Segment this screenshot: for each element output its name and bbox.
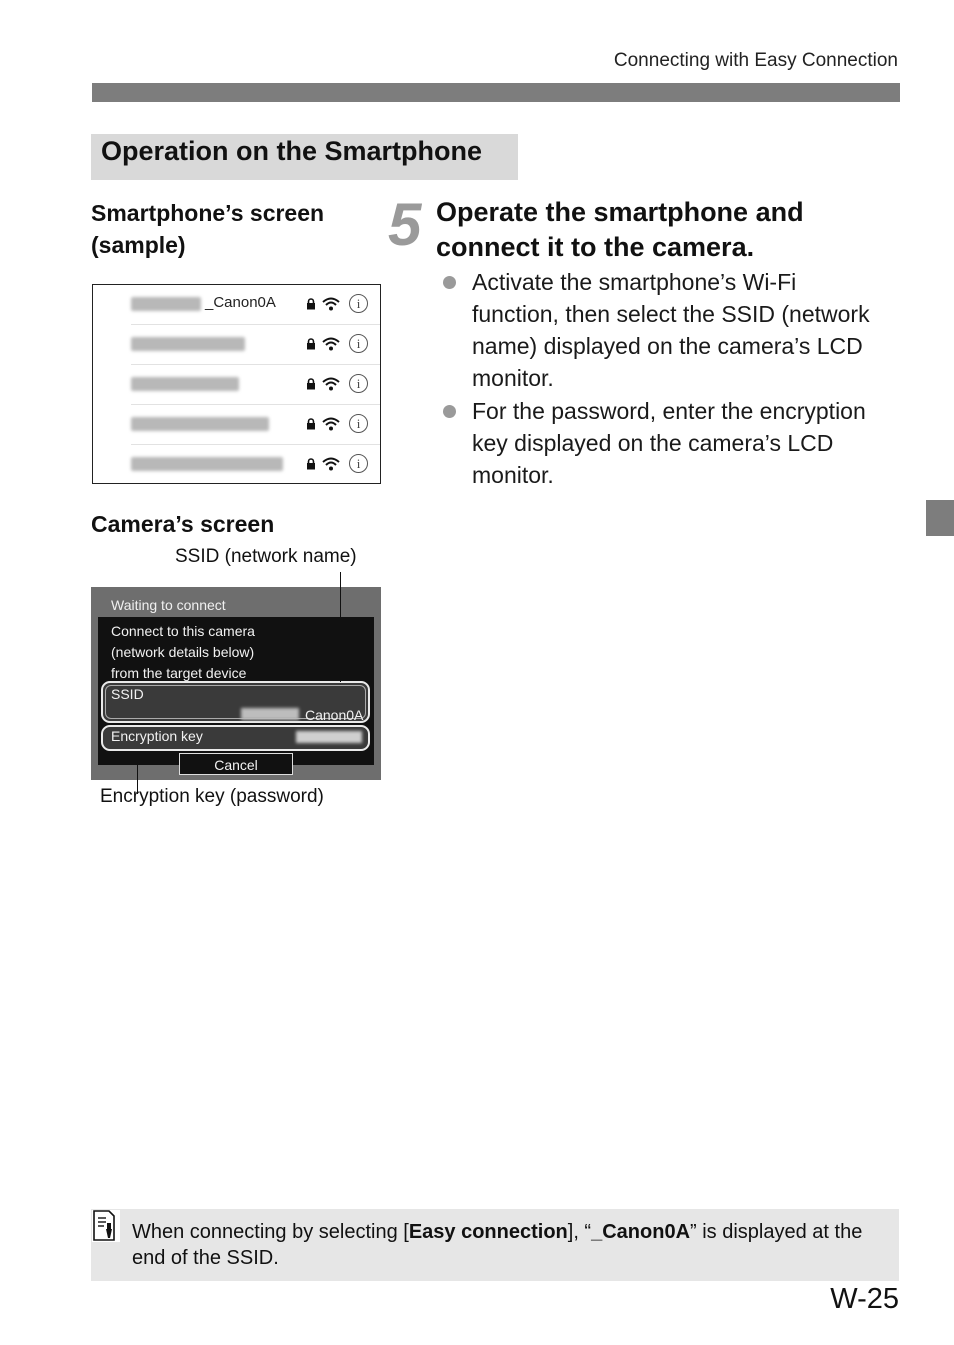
thumb-index-tab — [926, 500, 954, 536]
ssid-leader-line — [340, 572, 341, 682]
bullet-item: For the password, enter the encryption key displayed on the camera’s LCD monitor. — [440, 395, 880, 491]
page-number: W-25 — [830, 1283, 899, 1315]
info-icon: i — [349, 374, 368, 393]
wifi-icon — [322, 297, 340, 311]
blurred-encryption-key — [296, 731, 362, 743]
wifi-network-row — [93, 445, 380, 485]
bullet-item: Activate the smartphone’s Wi-Fi function, then select the SSID (network name) displayed on the camera’s LCD monitor. — [440, 266, 880, 394]
blurred-ssid — [131, 417, 269, 431]
ssid-value: Canon0A — [305, 707, 364, 723]
blurred-ssid-prefix — [241, 708, 299, 720]
running-head: Connecting with Easy Connection — [613, 50, 898, 71]
wifi-icon — [322, 337, 340, 351]
step-number: 5 — [388, 191, 422, 258]
encryption-key-label: Encryption key — [111, 728, 203, 744]
wifi-icon — [322, 377, 340, 391]
ssid-suffix: _Canon0A — [205, 294, 276, 311]
info-icon: i — [349, 454, 368, 473]
info-icon: i — [349, 334, 368, 353]
wifi-icon — [322, 457, 340, 471]
info-icon: i — [349, 294, 368, 313]
blurred-ssid — [131, 377, 239, 391]
ssid-label: SSID — [111, 686, 144, 702]
smartphone-heading-line2: (sample) — [91, 232, 186, 258]
camera-screen-title: Waiting to connect — [111, 597, 226, 613]
section-title: Operation on the Smartphone — [101, 136, 483, 166]
blurred-ssid — [131, 297, 201, 311]
smartphone-heading-line1: Smartphone’s screen — [91, 200, 325, 226]
lock-icon — [306, 298, 316, 310]
blurred-ssid — [131, 337, 245, 351]
camera-screen-heading: Camera’s screen — [91, 511, 275, 537]
camera-message: Connect to this camera (network details below) from the target device — [111, 623, 255, 681]
lock-icon — [306, 458, 316, 470]
wifi-icon — [322, 417, 340, 431]
camera-lcd-screen — [91, 587, 381, 780]
header-bar — [92, 83, 900, 102]
wifi-network-row — [93, 325, 380, 365]
info-icon: i — [349, 414, 368, 433]
lock-icon — [306, 338, 316, 350]
smartphone-wifi-list — [92, 284, 381, 484]
wifi-network-row — [93, 365, 380, 405]
bullet-dot-icon — [443, 405, 456, 418]
memo-note-icon — [91, 1209, 121, 1243]
step-bullets — [440, 266, 880, 492]
lock-icon — [306, 418, 316, 430]
ssid-callout-label: SSID (network name) — [175, 546, 357, 567]
wifi-network-row — [93, 285, 380, 325]
blurred-ssid — [131, 457, 283, 471]
lock-icon — [306, 378, 316, 390]
step-title: Operate the smartphone and connect it to the camera. — [436, 197, 804, 262]
bullet-dot-icon — [443, 276, 456, 289]
cancel-button[interactable]: Cancel — [179, 753, 293, 775]
wifi-network-row — [93, 405, 380, 445]
encryption-key-callout-label: Encryption key (password) — [100, 786, 324, 807]
smartphone-screen-heading — [91, 197, 324, 261]
note-text: When connecting by selecting [Easy connection], “_Canon0A” is displayed at the end of the SSID. — [132, 1221, 863, 1269]
